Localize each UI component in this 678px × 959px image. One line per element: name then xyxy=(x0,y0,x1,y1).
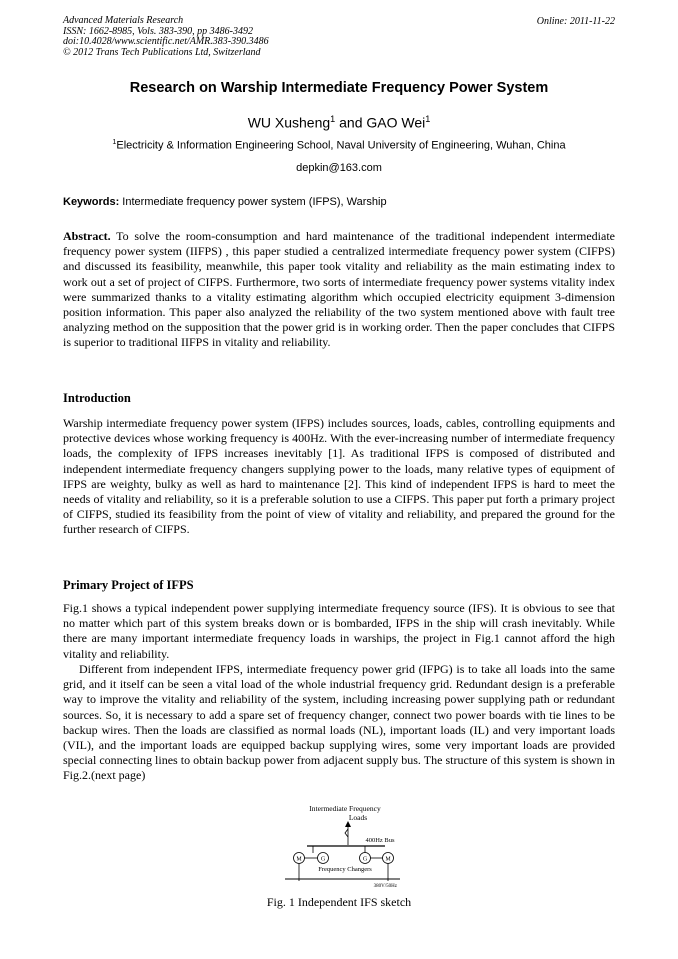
motor-1-label: M xyxy=(296,856,302,863)
figure-label-source: 380V/50Hz xyxy=(373,884,397,889)
figure-label-changers: Frequency Changers xyxy=(318,866,372,873)
motor-2-label: M xyxy=(385,856,391,863)
keywords-text: Intermediate frequency power system (IFPS), Warship xyxy=(119,196,387,208)
issn-line: ISSN: 1662-8985, Vols. 383-390, pp 3486-3492 xyxy=(63,25,253,37)
doi-line: doi:10.4028/www.scientific.net/AMR.383-390.3486 xyxy=(63,36,269,48)
affiliation-text: Electricity & Information Engineering School, Naval University of Engineering, Wuhan, China xyxy=(116,139,566,152)
figure-label-loads-2: Loads xyxy=(348,813,368,822)
figure-label-bus: 400Hz Bus xyxy=(365,837,395,844)
generator-1-label: G xyxy=(320,856,326,863)
primary-project-heading: Primary Project of IFPS xyxy=(63,578,194,592)
affiliation xyxy=(0,138,678,152)
affiliation-mark: 1 xyxy=(112,138,117,146)
abstract-label: Abstract. xyxy=(63,229,111,243)
ifs-sketch-figure xyxy=(285,801,400,889)
primary-paragraph-2: Different from independent IFPS, intermediate frequency power grid (IFPG) is to take all loads into the same grid, and it itself can be seen a vital load of the whole industrial frequency grid. Redundant design is a preferable way to improve the vitality and reliability of the system, including increasing power supplying path or redundant sources. So, it is necessary to add a spare set of frequency changer, connect two power boards with tie lines to be backup wires. Then the loads are classified as normal loads (NL), important loads (IL) and very important loads (VIL), and the important loads are equipped backup supplying wires, some very important loads are provided special connecting lines to obtain backup power from adjacent supply bus. The structure of this system is shown in Fig.2.(next page) xyxy=(63,662,615,783)
abstract xyxy=(63,229,615,351)
author-2-affil-mark: 1 xyxy=(425,114,431,124)
author-line xyxy=(0,114,678,131)
generator-2-label: G xyxy=(362,856,368,863)
introduction-heading: Introduction xyxy=(63,391,131,405)
keywords-label: Keywords: xyxy=(63,196,120,208)
author-1-affil-mark: 1 xyxy=(330,114,336,124)
author-conjunction: and xyxy=(335,114,367,131)
copyright-line: © 2012 Trans Tech Publications Ltd, Switzerland xyxy=(63,46,261,58)
primary-paragraph-1: Fig.1 shows a typical independent power supplying intermediate frequency source (IFS). It is obvious to see that no matter which part of this system breaks down or is bombarded, IFPS in the ship will crash inevitably. While there are many important intermediate frequency loads in warships, the project in Fig.1 cannot afford the high vitality and reliability. xyxy=(63,601,615,661)
figure-label-loads-1: Intermediate Frequency xyxy=(309,804,381,813)
online-date: Online: 2011-11-22 xyxy=(536,16,615,27)
introduction-text: Warship intermediate frequency power system (IFPS) includes sources, loads, cables, controlling equipments and protective devices whose working frequency is 400Hz. With the ever-increasing number of intermediate frequency loads, the complexity of IFPS increases inevitably [1]. As traditional IFPS is composed of distributed and independent intermediate frequency changers supplying power to the loads, many relative types of equipment of IFPS are weighty, bulky as well as hard to maintenance [2]. This kind of independent IFPS is hard to meet the needs of vitality and reliability, so it is a preferable solution to use a CIFPS. This paper put forth a primary project of CIFPS, studied its feasibility from the point of view of vitality and reliability, and prepared the ground for the further research of CIFPS. xyxy=(63,416,615,537)
journal-header xyxy=(63,16,269,58)
abstract-text: To solve the room-consumption and hard maintenance of the traditional independent intermediate frequency power system (IIFPS) , this paper studied a centralized intermediate frequency power system (CIFPS) and discussed its feasibility, meanwhile, this paper took vitality and reliability as the main estimating index to work out a set of project of CIFPS. Furthermore, two sorts of intermediate frequency power systems vitality index were summarized thanks to a vitality estimating algorithm which occupied electricity equipment 3-dimension position information. This paper also analyzed the reliability of the two system mentioned above with fault tree analyzing method on the supposition that the power grid is in working order. Then the paper concludes that CIFPS is superior to traditional IIFPS in vitality and reliability. xyxy=(63,229,615,350)
keywords xyxy=(63,196,615,208)
author-email: depkin@163.com xyxy=(296,162,382,174)
author-2: GAO Wei xyxy=(366,114,426,131)
journal-name: Advanced Materials Research xyxy=(63,15,184,26)
load-switch xyxy=(345,829,348,837)
author-1: WU Xusheng xyxy=(247,114,331,131)
figure-caption: Fig. 1 Independent IFS sketch xyxy=(266,895,412,909)
paper-title: Research on Warship Intermediate Frequency Power System xyxy=(129,80,549,96)
